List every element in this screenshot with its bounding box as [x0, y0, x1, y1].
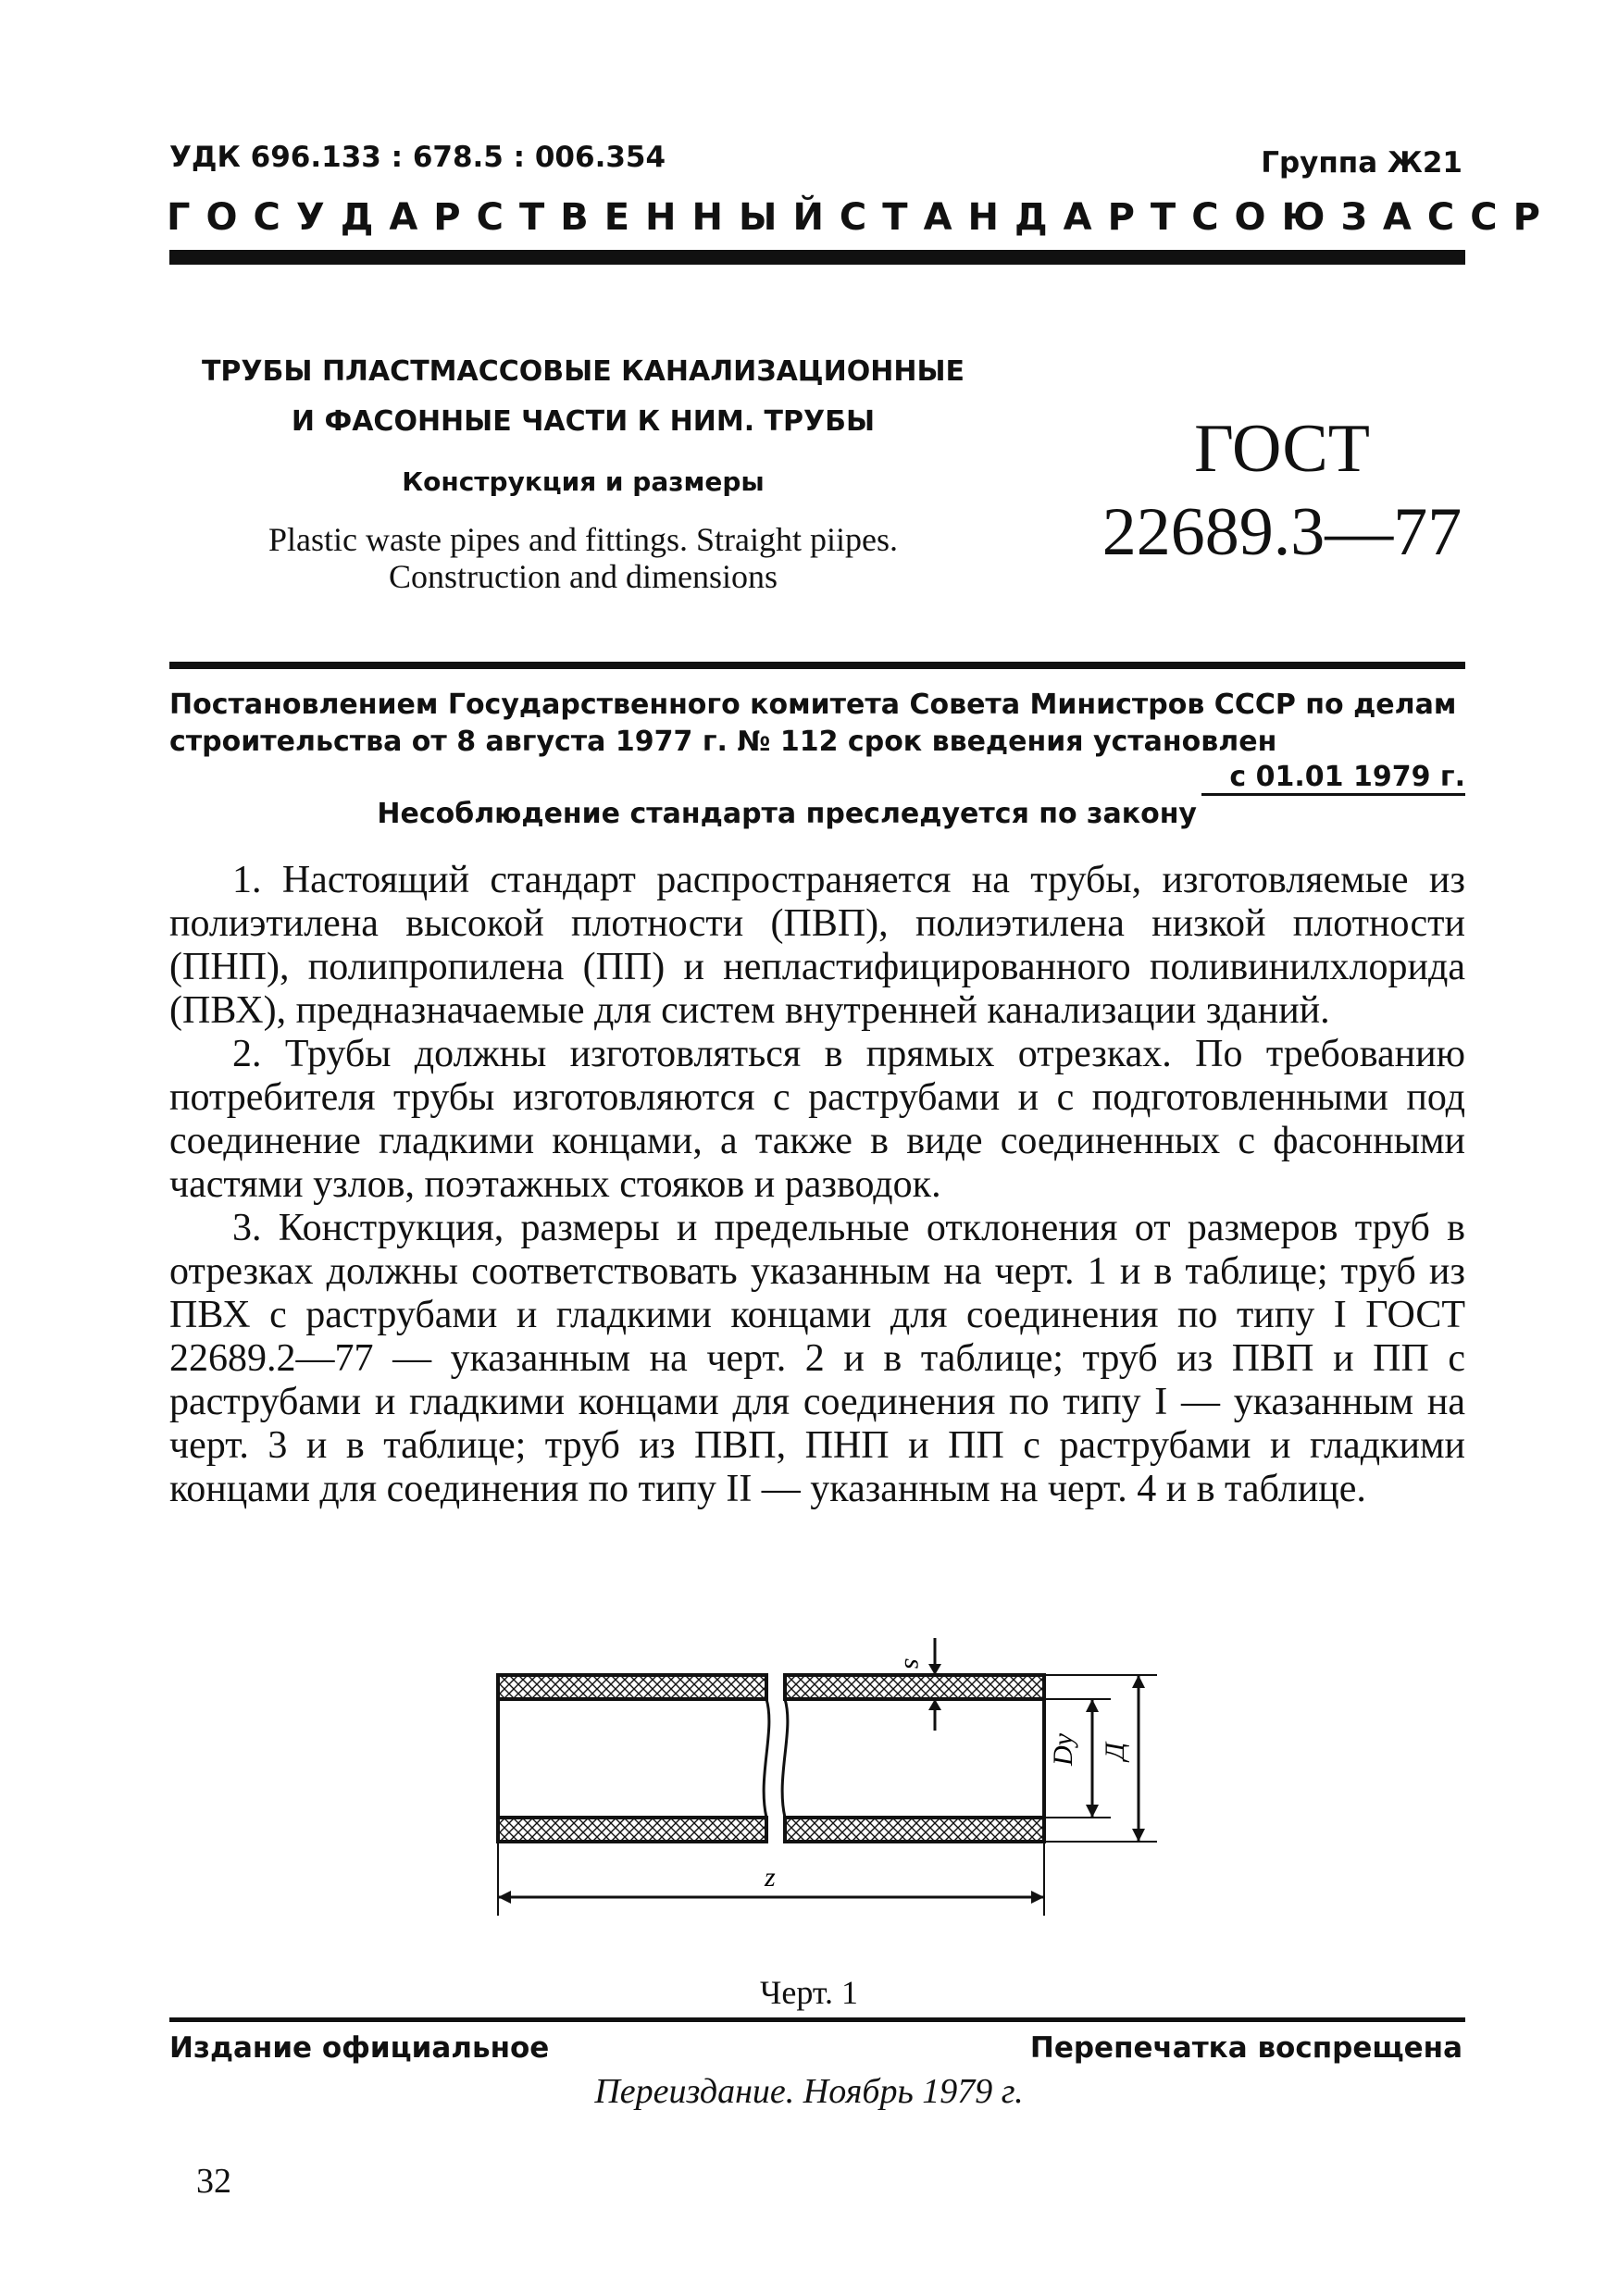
title-subtitle: Конструкция и размеры — [402, 466, 765, 497]
title-rule — [169, 662, 1465, 669]
break-line-right — [782, 1699, 788, 1818]
label-d: Д — [1100, 1742, 1130, 1760]
title-english-line-2: Construction and dimensions — [389, 558, 778, 595]
state-standard-heading — [167, 196, 1556, 239]
state-word-4: ССР — [1426, 196, 1556, 239]
reprint-notice: Перепечатка воспрещена — [1029, 2031, 1462, 2065]
break-line-left — [764, 1699, 769, 1818]
body-text — [169, 859, 1465, 1511]
footer-rule — [169, 2017, 1465, 2022]
state-word-3: СОЮЗА — [1191, 196, 1427, 239]
paragraph-1: 1. Настоящий стандарт распространяется на трубы, изготовляемые из полиэтилена высокой плотности (ПВП), полиэтилена низкой плотности (ПНП), полипропилена (ПП) и непластифицированного поливинилхлорида (ПВХ), предназначаемые для систем внутренней канализации зданий. — [169, 859, 1465, 1032]
title-line-1: ТРУБЫ ПЛАСТМАССОВЫЕ КАНАЛИЗАЦИОННЫЕ — [201, 355, 965, 388]
drawing-caption: Черт. 1 — [760, 1974, 858, 2011]
pipe-wall-bottom-right — [785, 1818, 1044, 1842]
pipe-wall-bottom-left — [498, 1818, 766, 1842]
udk-code: УДК 696.133 : 678.5 : 006.354 — [169, 141, 666, 174]
label-dy: Dy — [1048, 1733, 1078, 1766]
state-word-2: СТАНДАРТ — [839, 196, 1192, 239]
edition-label: Издание официальное — [169, 2031, 550, 2065]
state-word-1: ГОСУДАРСТВЕННЫЙ — [167, 196, 840, 239]
header-rule — [169, 250, 1465, 265]
label-z: z — [765, 1862, 776, 1893]
reissue-note: Переиздание. Ноябрь 1979 г. — [594, 2072, 1024, 2111]
pipe-wall-top-right — [785, 1675, 1044, 1699]
decree-date: с 01.01 1979 г. — [1201, 761, 1465, 796]
title-line-2: И ФАСОННЫЕ ЧАСТИ К НИМ. ТРУБЫ — [291, 405, 876, 438]
label-s: s — [899, 1658, 929, 1669]
group-code: Группа Ж21 — [1261, 146, 1462, 180]
gost-designation — [1092, 407, 1472, 574]
gost-label: ГОСТ — [1194, 411, 1370, 487]
title-block — [167, 347, 1000, 595]
paragraph-3: 3. Конструкция, размеры и предельные отклонения от размеров труб в отрезках должны соответствовать указанным на черт. 1 и в таблице; труб из ПВХ с раструбами и гладкими концами для соединения по типу I ГОСТ 22689.2—77 — указанным на черт. 2 и в таблице; труб из ПВП и ПП с раструбами и гладкими концами для соединения по типу I — указанным на черт. 3 и в таблице; труб из ПВП, ПНП и ПП с раструбами и гладкими концами для соединения по типу II — указанным на черт. 4 и в таблице. — [169, 1207, 1465, 1510]
gost-number: 22689.3—77 — [1101, 494, 1462, 570]
decree-text: Постановлением Государственного комитета Совета Министров СССР по делам строительства от 8 августа 1977 г. № 112 срок введения установлен — [169, 689, 1457, 758]
pipe-drawing — [481, 1638, 1185, 1971]
pipe-wall-top-left — [498, 1675, 766, 1699]
paragraph-2: 2. Трубы должны изготовляться в прямых отрезках. По требованию потребителя трубы изготовляются с раструбами и с подготовленными под соединение гладкими концами, а также в виде соединенных с фасонными частями узлов, поэтажных стояков и разводок. — [169, 1033, 1465, 1206]
decree-date-row — [169, 761, 1465, 793]
page-number: 32 — [196, 2162, 231, 2201]
legal-notice: Несоблюдение стандарта преследуется по закону — [377, 798, 1197, 830]
title-english-line-1: Plastic waste pipes and fittings. Straight piipes. — [268, 521, 898, 558]
